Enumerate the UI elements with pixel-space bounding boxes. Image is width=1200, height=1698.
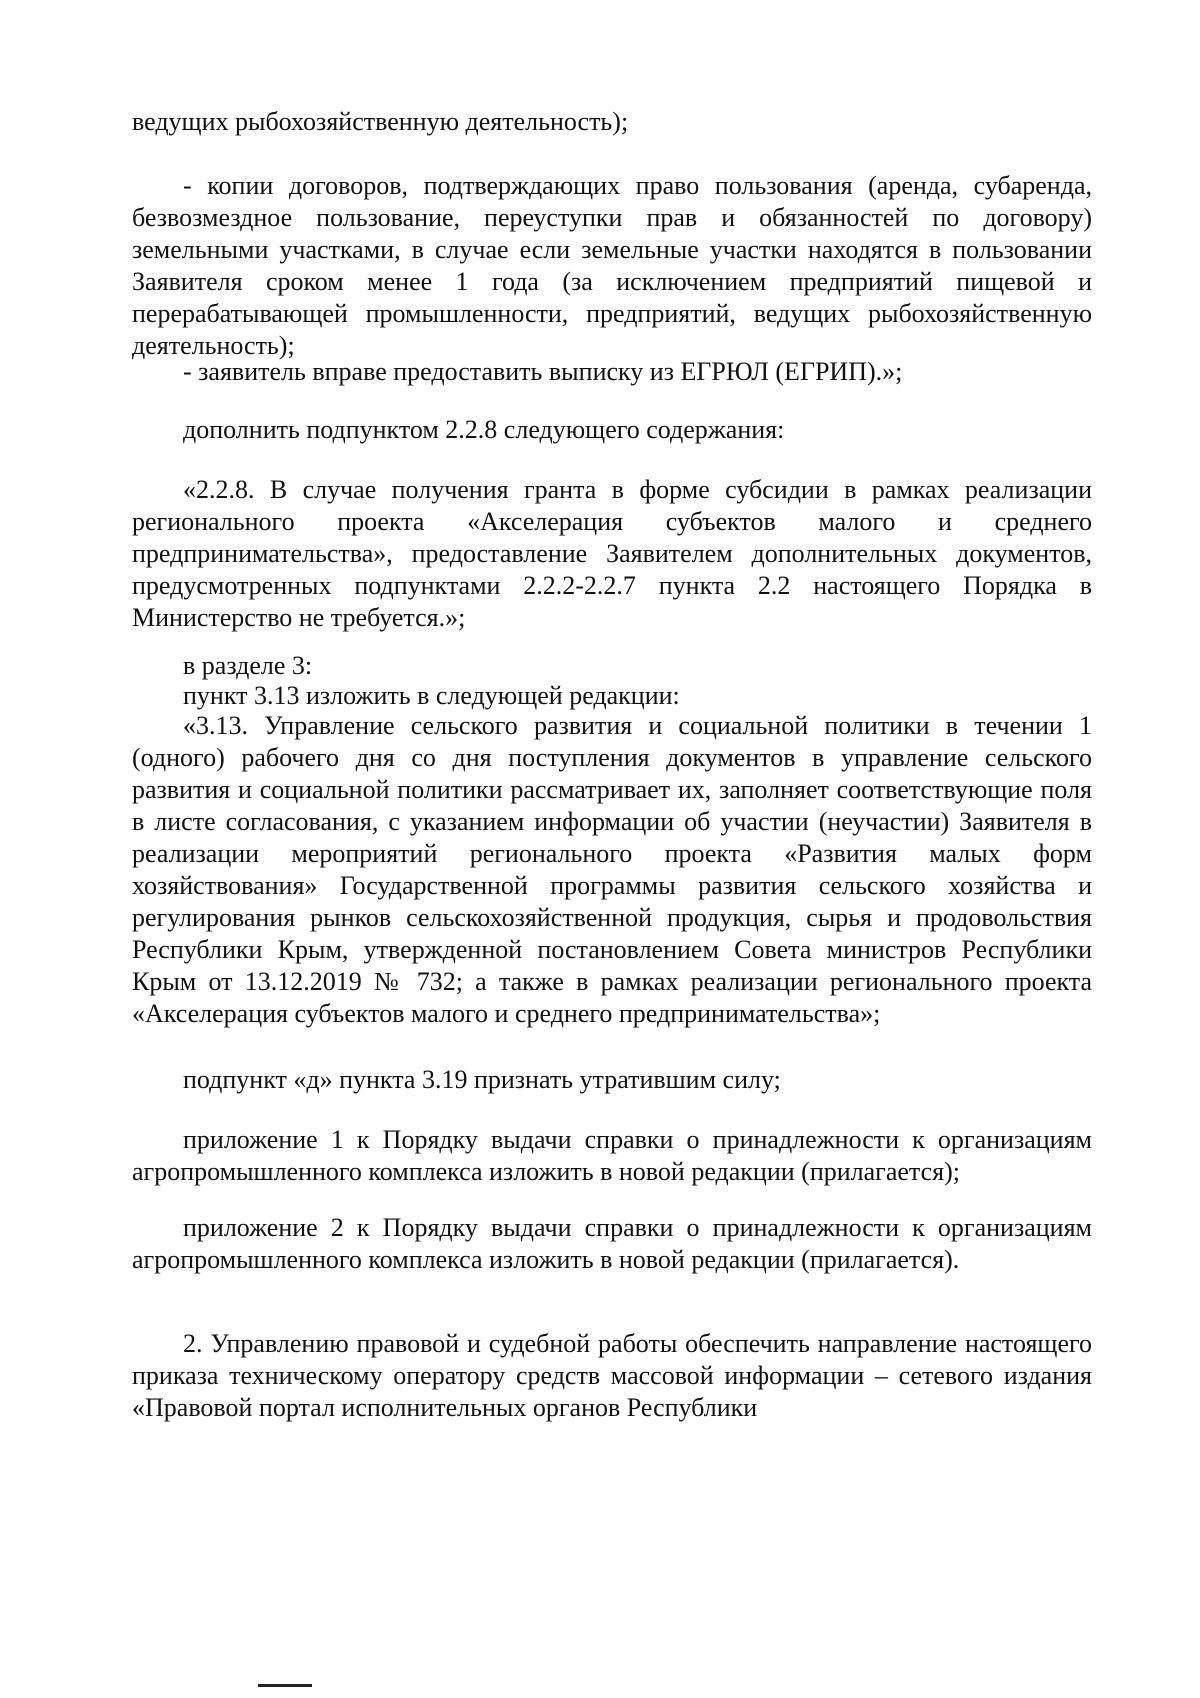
paragraph-text: 2. Управлению правовой и судебной работы обеспечить направление настоящего приказа техническому оператору средств массовой информации – сетевого издания «Правовой портал исполнительных органов Республики	[132, 1329, 1092, 1422]
paragraph-text: приложение 1 к Порядку выдачи справки о принадлежности к организациям агропромышленного комплекса изложить в новой редакции (прилагается);	[132, 1125, 1092, 1186]
paragraph-text: - заявитель вправе предоставить выписку из ЕГРЮЛ (ЕГРИП).»;	[183, 357, 903, 386]
paragraph-text: «2.2.8. В случае получения гранта в форме субсидии в рамках реализации регионального проекта «Акселерация субъектов малого и среднего предпринимательства», предоставление Заявителем дополнительных документов, предусмотренных подпунктами 2.2.2-2.2.7 пункта 2.2 настоящего Порядка в Министерство не требуется.»;	[132, 475, 1092, 632]
paragraph-appendix-1	[132, 1124, 1092, 1188]
paragraph-text: «3.13. Управление сельского развития и социальной политики в течении 1 (одного) рабочего дня со дня поступления документов в управление сельского развития и социальной политики рассматривает их, заполняет соответствующие поля в листе согласования, с указанием информации об участии (неучастии) Заявителя в реализации мероприятий регионального проекта «Развития малых форм хозяйствования» Государственной программы развития сельского хозяйства и регулирования рынков сельскохозяйственной продукция, сырья и продовольствия Республики Крым, утвержденной постановлением Совета министров Республики Крым от 13.12.2019 № 732; а также в рамках реализации регионального проекта «Акселерация субъектов малого и среднего предпринимательства»;	[132, 711, 1092, 1028]
paragraph-text: пункт 3.13 изложить в следующей редакции:	[183, 681, 680, 710]
paragraph-subpoint-2-2-8	[132, 474, 1092, 634]
paragraph-point-3-13	[132, 710, 1092, 1030]
paragraph-item-2	[132, 1328, 1092, 1424]
paragraph-text: в разделе 3:	[183, 651, 313, 680]
paragraph-text: подпункт «д» пункта 3.19 признать утратившим силу;	[183, 1065, 781, 1094]
paragraph-point-3-13-intro	[132, 680, 1092, 712]
paragraph-egrul-list-item	[132, 356, 1092, 388]
paragraph-text: - копии договоров, подтверждающих право пользования (аренда, субаренда, безвозмездное пользование, переуступки прав и обязанностей по договору) земельными участками, в случае если земельные участки находятся в пользовании Заявителя сроком менее 1 года (за исключением предприятий пищевой и перерабатывающей промышленности, предприятий, ведущих рыбохозяйственную деятельность);	[132, 171, 1092, 360]
scan-artifact-line	[258, 1684, 312, 1687]
paragraph-appendix-2	[132, 1212, 1092, 1276]
paragraph-amendment-intro	[132, 414, 1092, 446]
paragraph-continuation	[132, 106, 1092, 138]
paragraph-text: ведущих рыбохозяйственную деятельность);	[132, 107, 629, 136]
paragraph-point-3-19	[132, 1064, 1092, 1096]
paragraph-text: приложение 2 к Порядку выдачи справки о принадлежности к организациям агропромышленного комплекса изложить в новой редакции (прилагается).	[132, 1213, 1092, 1274]
paragraph-section-3	[132, 650, 1092, 682]
paragraph-text: дополнить подпунктом 2.2.8 следующего содержания:	[183, 415, 785, 444]
paragraph-contracts-list-item	[132, 170, 1092, 362]
